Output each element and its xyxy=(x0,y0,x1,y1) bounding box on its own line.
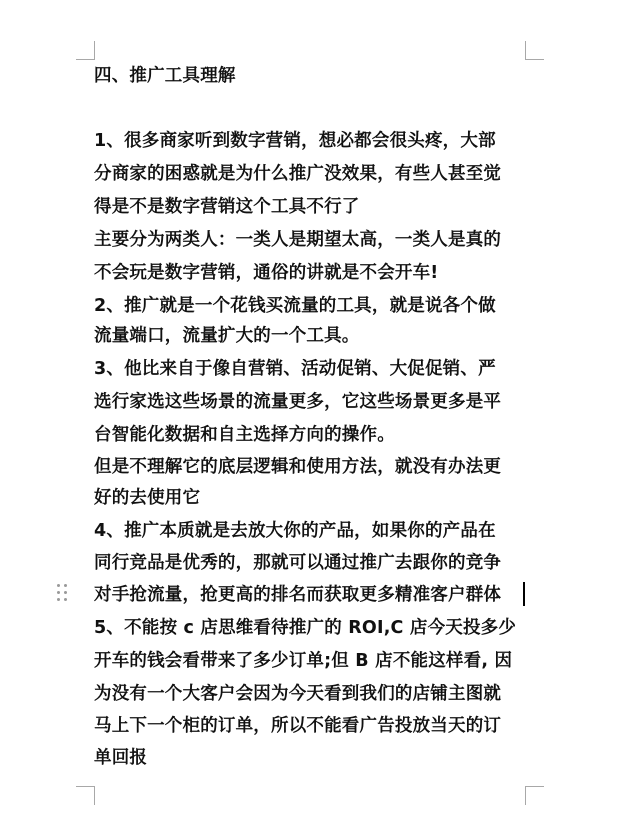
paragraph-line: 3、他比来自于像自营销、活动促销、大促促销、严 xyxy=(94,359,496,379)
paragraph-line: 但是不理解它的底层逻辑和使用方法，就没有办法更 xyxy=(94,457,502,477)
margin-mark-bottom-right xyxy=(525,786,544,805)
paragraph-line: 台智能化数据和自主选择方向的操作。 xyxy=(94,425,395,445)
paragraph-line: 1、很多商家听到数字营销，想必都会很头疼，大部 xyxy=(94,131,496,151)
margin-mark-bottom-left xyxy=(76,786,95,805)
paragraph-line: 5、不能按 c 店思维看待推广的 ROI,C 店今天投多少 xyxy=(94,618,517,638)
margin-mark-top-right xyxy=(525,41,544,60)
paragraph-line: 得是不是数字营销这个工具不行了 xyxy=(94,197,360,217)
paragraph-line: 单回报 xyxy=(94,748,148,768)
paragraph-line: 不会玩是数字营销，通俗的讲就是不会开车! xyxy=(94,263,439,283)
text-cursor xyxy=(523,582,525,606)
paragraph-line: 分商家的困惑就是为什么推广没效果，有些人甚至觉 xyxy=(94,164,502,184)
paragraph-line: 主要分为两类人：一类人是期望太高，一类人是真的 xyxy=(94,230,502,250)
paragraph-line: 流量端口，流量扩大的一个工具。 xyxy=(94,326,360,346)
paragraph-line: 为没有一个大客户会因为今天看到我们的店铺主图就 xyxy=(94,684,502,704)
section-heading: 四、推广工具理解 xyxy=(94,66,236,86)
margin-mark-top-left xyxy=(76,41,95,60)
paragraph-line: 同行竞品是优秀的，那就可以通过推广去跟你的竞争 xyxy=(94,553,502,573)
paragraph-line: 4、推广本质就是去放大你的产品，如果你的产品在 xyxy=(94,521,496,541)
paragraph-line: 开车的钱会看带来了多少订单;但 B 店不能这样看, 因 xyxy=(94,651,513,671)
paragraph-line-active[interactable]: 对手抢流量，抢更高的排名而获取更多精准客户群体 xyxy=(94,585,502,605)
paragraph-line: 好的去使用它 xyxy=(94,488,201,508)
paragraph-line: 马上下一个柜的订单，所以不能看广告投放当天的订 xyxy=(94,716,502,736)
paragraph-line: 选行家选这些场景的流量更多，它这些场景更多是平 xyxy=(94,392,502,412)
paragraph-line: 2、推广就是一个花钱买流量的工具，就是说各个做 xyxy=(94,296,496,316)
block-drag-handle-icon[interactable] xyxy=(57,584,69,602)
